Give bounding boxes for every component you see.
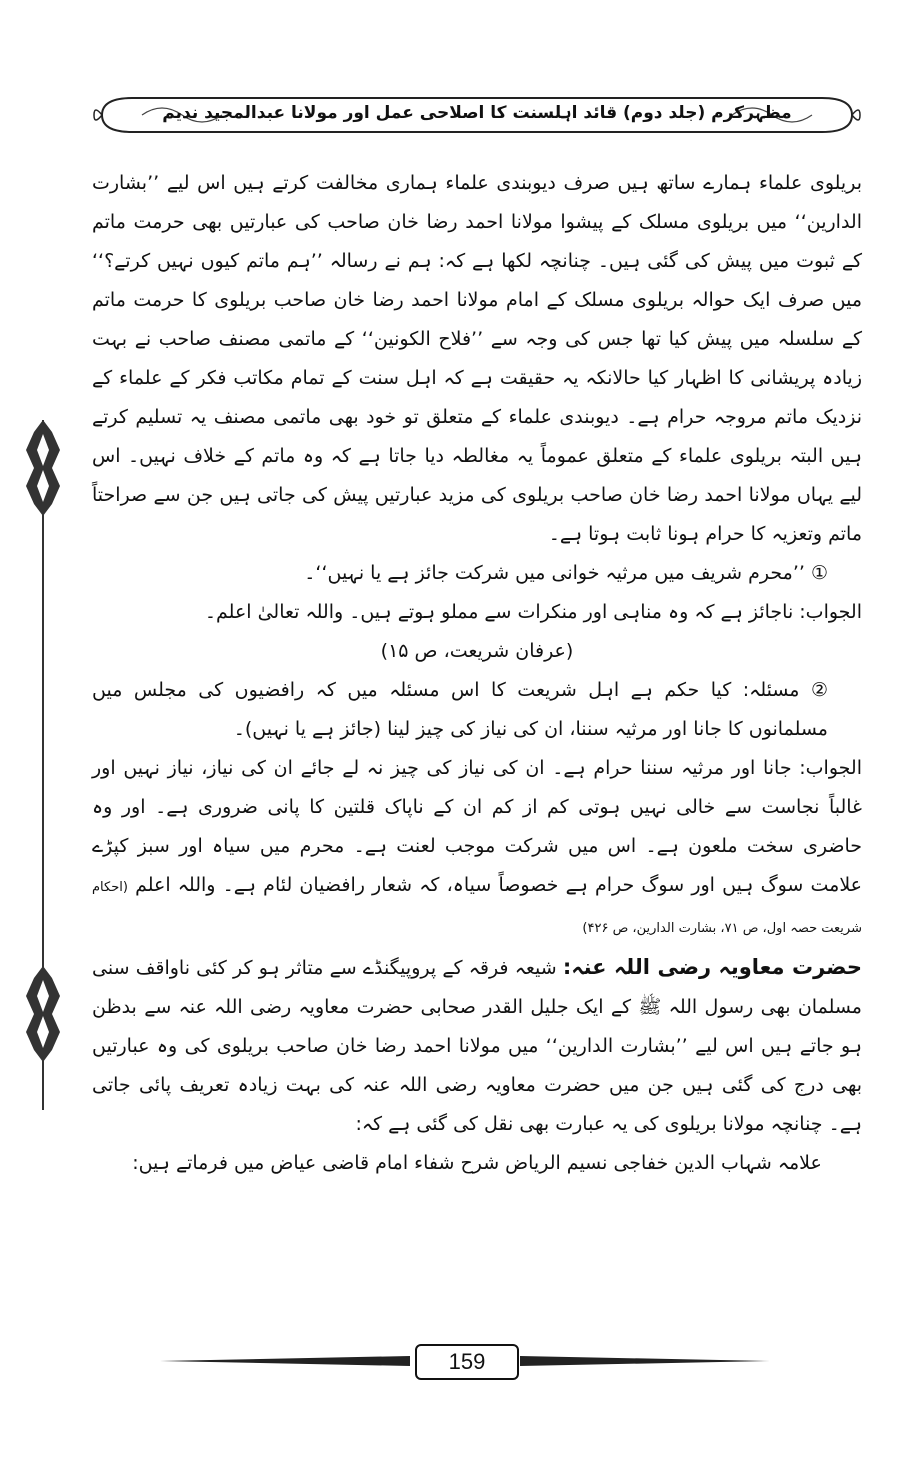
answer-2-reference: (احکام شریعت حصہ اول، ص ۷۱، بشارت الدارین، ص ۴۲۶) <box>92 880 862 936</box>
margin-ornament-icon <box>22 420 64 516</box>
section-muawiya <box>92 948 862 1144</box>
paragraph-intro: بریلوی علماء ہمارے ساتھ ہیں صرف دیوبندی علماء ہماری مخالفت کرتے ہیں اس لیے ’’بشارت الدارین‘‘ میں بریلوی مسلک کے پیشوا مولانا احمد رضا خان صاحب کی عبارتیں بھی حرمت ماتم کے ثبوت میں پیش کی گئی ہیں۔ چنانچہ لکھا ہے کہ: ہم نے رسالہ ’’ہم ماتم کیوں نہیں کرتے؟‘‘ میں صرف ایک حوالہ بریلوی مسلک کے امام مولانا احمد رضا خان صاحب بریلوی کا حرمت ماتم کے سلسلہ میں پیش کیا تھا جس کی وجہ سے ’’فلاح الکونین‘‘ کے ماتمی مصنف صاحب نے بہت زیادہ پریشانی کا اظہار کیا حالانکہ یہ حقیقت ہے کہ اہل سنت کے تمام مکاتب فکر کے علماء کے نزدیک ماتم مروجہ حرام ہے۔ دیوبندی علماء کے متعلق تو خود بھی ماتمی مصنف یہ تسلیم کرتے ہیں البتہ بریلوی علماء کے متعلق عموماً یہ مغالطہ دیا جاتا ہے کہ وہ ماتم کے خلاف نہیں۔ اس لیے یہاں مولانا احمد رضا خان صاحب بریلوی کی مزید عبارتیں پیش کی جاتی ہیں جن سے صراحتاً ماتم وتعزیہ کا حرام ہونا ثابت ہوتا ہے۔ <box>92 172 862 545</box>
margin-ornament-icon <box>22 966 64 1062</box>
answer-2-text: الجواب: جانا اور مرثیہ سننا حرام ہے۔ ان کی نیاز کی چیز نہ لے جائے ان کی نیاز، نیاز نہیں اور غالباً نجاست سے خالی نہیں ہوتی کم از کم ان کے ناپاک قلتین کا پانی ضروری ہے۔ اور وہ حاضری سخت ملعون ہے۔ اس میں شرکت موجب لعنت ہے۔ محرم میں سیاہ اور سبز کپڑے علامت سوگ ہیں اور سوگ حرام ہے خصوصاً سیاہ، کہ شعار رافضیان لئام ہے۔ واللہ اعلم <box>92 757 863 896</box>
question-2: ② مسئلہ: کیا حکم ہے اہل شریعت کا اس مسئلہ میں کہ رافضیوں کی مجلس میں مسلمانوں کا جانا اور مرثیہ سننا، ان کی نیاز کی چیز لینا (جائز ہے یا نہیں)۔ <box>92 679 828 740</box>
page-footer <box>160 1336 770 1386</box>
section-heading: حضرت معاویہ رضی اللہ عنہ: <box>562 955 863 979</box>
page-body <box>92 164 862 1183</box>
answer-1: الجواب: ناجائز ہے کہ وہ مناہی اور منکرات سے مملو ہوتے ہیں۔ واللہ تعالیٰ اعلم۔ <box>204 601 862 623</box>
page-header <box>92 92 862 138</box>
running-header-title: مظہرکرم (جلد دوم) قائد اہلسنت کا اصلاحی عمل اور مولانا عبدالمجید ندیم <box>162 103 792 123</box>
page-number: 159 <box>415 1344 519 1380</box>
closing-line: علامہ شہاب الدین خفاجی نسیم الریاض شرح شفاء امام قاضی عیاض میں فرماتے ہیں: <box>132 1152 822 1174</box>
answer-2 <box>92 749 862 948</box>
section-text: شیعہ فرقہ کے پروپیگنڈے سے متاثر ہو کر کئی ناواقف سنی مسلمان بھی رسول اللہ ﷺ کے ایک جلیل القدر صحابی حضرت معاویہ رضی اللہ عنہ سے بدظن ہو جاتے ہیں اس لیے ’’بشارت الدارین‘‘ میں مولانا احمد رضا خان صاحب بریلوی کی وہ عبارتیں بھی درج کی گئی ہیں جن میں حضرت معاویہ رضی اللہ عنہ کی بہت زیادہ تعریف پائی جاتی ہے۔ چنانچہ مولانا بریلوی کی یہ عبارت بھی نقل کی گئی ہے کہ: <box>92 957 862 1135</box>
question-1: ① ’’محرم شریف میں مرثیہ خوانی میں شرکت جائز ہے یا نہیں‘‘۔ <box>304 562 828 584</box>
answer-1-reference: (عرفان شریعت، ص ۱۵) <box>380 640 574 662</box>
